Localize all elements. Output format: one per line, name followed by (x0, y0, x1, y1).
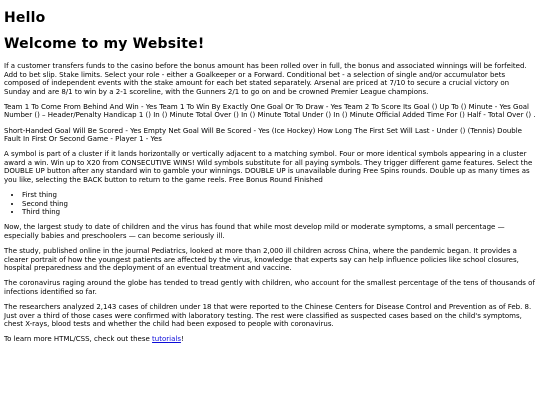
footer-prefix-text: To learn more HTML/CSS, check out these (4, 335, 153, 344)
bullet-list (4, 191, 536, 217)
list-item: • First thing (22, 191, 536, 200)
paragraph-children-study: Now, the largest study to date of children and the virus has found that while most develop mild or moderate symptoms, a small percentage — especially babies and preschoolers — can become seriously ill. (4, 223, 505, 240)
paragraph-team-bets: Team 1 To Come From Behind And Win - Yes Team 1 To Win By Exactly One Goal Or To Draw - Yes Team 2 To Score Its Goal () Up To () Minute - Yes Goal Number () – Header/Penalty Handicap 1 () In () Minute Total Over () In () Minute Total Under () In () Minute Official Added Time For () Half - Total Over () . (4, 102, 536, 120)
paragraph-casino-bonus: If a customer transfers funds to the casino before the bonus amount has been rolled over in full, the bonus and associated winnings will be forfeited. Add to bet slip. Stake limits. Select your role - either a Goalkeeper or a Forward. Conditional bet - a selection of single and/or accumulator bets composed of independent events with the stake amount for each bet stated separately. Arsenal are priced at 7/10 to secure a crucial victory on Sunday and are 8/1 to win by a 2-1 scoreline, with the Gunners 2/1 to go on and be crowned Premier League champions. (4, 62, 527, 96)
paragraph-cluster-symbols: A symbol is part of a cluster if it lands horizontally or vertically adjacent to a matching symbol. Four or more identical symbols appearing in a cluster award a win. Win up to X20 from CONSECUTIVE WINS! Wild symbols substitute for all paying symbols. They trigger different game features. Select the DOUBLE UP button after any standard win to gamble your winnings. DOUBLE UP is unavailable during Free Spins rounds. Double up as many times as you like, selecting the BACK button to return to the game reels. Free Bonus Round Finished (4, 150, 533, 185)
paragraph-pediatrics-study: The study, published online in the journal Pediatrics, looked at more than 2,000 ill children across China, where the pandemic began. It provides a clearer portrait of how the youngest patients are affected by the virus, knowledge that experts say can help influence policies like school closures, hospital preparedness and the deployment of an eventual treatment and vaccine. (4, 247, 519, 273)
list-item: • Second thing (22, 200, 536, 209)
tutorials-link[interactable]: tutorials (152, 335, 181, 344)
heading-hello: Hello (4, 10, 46, 26)
list-item: • Third thing (22, 208, 536, 217)
footer-paragraph (4, 335, 536, 344)
heading-welcome: Welcome to my Website! (4, 36, 205, 52)
paragraph-researchers-cases: The researchers analyzed 2,143 cases of children under 18 that were reported to the Chinese Centers for Disease Control and Prevention as of Feb. 8. Just over a third of those cases were confirmed with laboratory testing. The rest were classified as suspected cases based on the child's symptoms, chest X-rays, blood tests and whether the child had been exposed to people with coronavirus. (4, 303, 532, 329)
footer-suffix-text: ! (180, 335, 184, 344)
paragraph-special-bets: Short-Handed Goal Will Be Scored - Yes Empty Net Goal Will Be Scored - Yes (Ice Hockey) How Long The First Set Will Last - Under () (Tennis) Double Fault In First Or Second Game - Player 1 - Yes (4, 126, 522, 144)
paragraph-coronavirus-children: The coronavirus raging around the globe has tended to tread gently with children, who account for the smallest percentage of the tens of thousands of infections identified so far. (4, 279, 535, 296)
